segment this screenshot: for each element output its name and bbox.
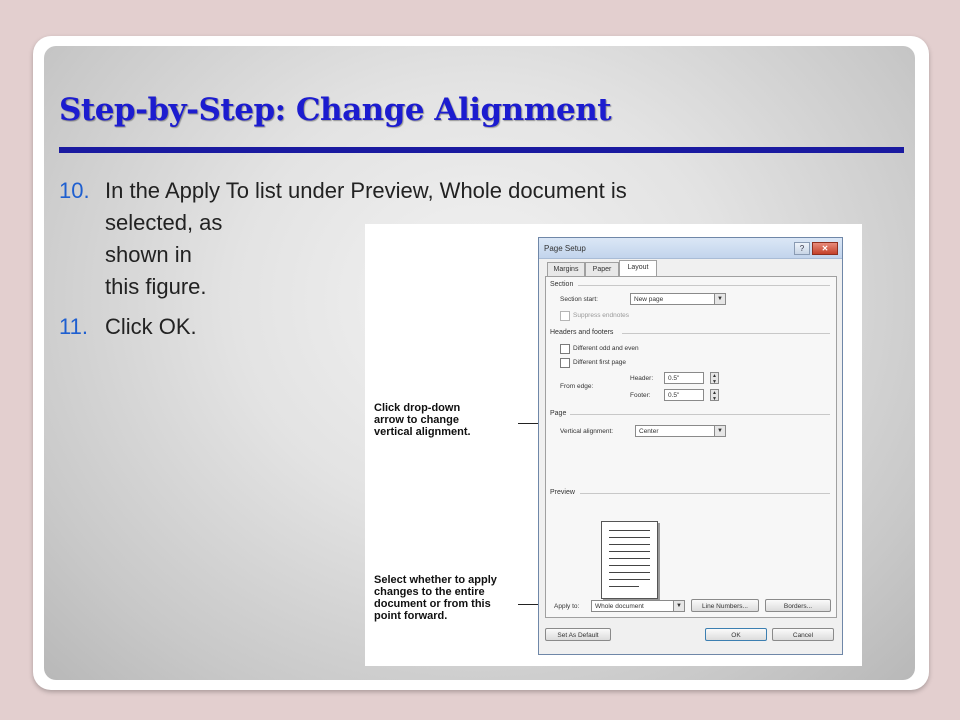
apply-to-value: Whole document bbox=[595, 603, 644, 610]
section-start-value: New page bbox=[634, 296, 664, 303]
help-button[interactable]: ? bbox=[794, 242, 810, 255]
line-numbers-button[interactable]: Line Numbers... bbox=[691, 599, 759, 612]
preview-text-line bbox=[609, 586, 639, 587]
callout-vertical-alignment-line-3: vertical alignment. bbox=[374, 426, 471, 438]
preview-text-line bbox=[609, 572, 650, 573]
layout-tab-panel bbox=[545, 276, 837, 618]
first-page-checkbox[interactable] bbox=[560, 358, 570, 368]
page-heading: Page bbox=[550, 410, 567, 417]
vertical-alignment-label: Vertical alignment: bbox=[560, 428, 614, 435]
apply-to-select[interactable] bbox=[591, 600, 685, 612]
chevron-down-icon[interactable]: ▼ bbox=[714, 294, 725, 304]
header-distance-input[interactable]: 0.5" bbox=[664, 372, 704, 384]
page-setup-figure bbox=[365, 224, 862, 666]
preview-text-line bbox=[609, 530, 650, 531]
preview-text-line bbox=[609, 551, 650, 552]
footer-distance-input[interactable]: 0.5" bbox=[664, 389, 704, 401]
group-divider bbox=[578, 285, 830, 286]
preview-heading: Preview bbox=[550, 489, 575, 496]
step-10-line-1: In the Apply To list under Preview, Whole document is bbox=[105, 178, 627, 203]
step-10-line-4: this figure. bbox=[105, 274, 207, 299]
vertical-alignment-value: Center bbox=[639, 428, 659, 435]
preview-text-line bbox=[609, 565, 650, 566]
headers-footers-heading: Headers and footers bbox=[550, 329, 614, 336]
group-divider bbox=[570, 414, 830, 415]
from-edge-label: From edge: bbox=[560, 383, 594, 390]
tab-layout[interactable]: Layout bbox=[619, 260, 657, 277]
preview-text-line bbox=[609, 558, 650, 559]
header-spin-button[interactable]: ▲ ▼ bbox=[710, 372, 719, 384]
ok-button[interactable]: OK bbox=[705, 628, 767, 641]
footer-spin-button[interactable]: ▲ ▼ bbox=[710, 389, 719, 401]
preview-text-line bbox=[609, 579, 650, 580]
section-start-label: Section start: bbox=[560, 296, 598, 303]
group-divider bbox=[580, 493, 830, 494]
suppress-endnotes-checkbox[interactable] bbox=[560, 311, 570, 321]
step-10-number: 10. bbox=[59, 178, 90, 203]
preview-text-line bbox=[609, 537, 650, 538]
callout-vertical-alignment-line-2: arrow to change bbox=[374, 414, 459, 426]
title-rule bbox=[59, 147, 904, 153]
suppress-endnotes-label: Suppress endnotes bbox=[573, 312, 630, 319]
callout-apply-to-line-1: Select whether to apply bbox=[374, 574, 497, 586]
callout-apply-to-line-3: document or from this bbox=[374, 598, 491, 610]
slide-title: Step-by-Step: Change Alignment bbox=[59, 92, 612, 128]
odd-even-label: Different odd and even bbox=[573, 345, 639, 352]
dialog-titlebar bbox=[539, 238, 842, 259]
set-as-default-button[interactable]: Set As Default bbox=[545, 628, 611, 641]
section-start-select[interactable] bbox=[630, 293, 726, 305]
callout-apply-to-line-4: point forward. bbox=[374, 610, 448, 622]
first-page-label: Different first page bbox=[573, 359, 626, 366]
borders-button[interactable]: Borders... bbox=[765, 599, 831, 612]
cancel-button[interactable]: Cancel bbox=[772, 628, 834, 641]
chevron-down-icon[interactable]: ▼ bbox=[714, 426, 725, 436]
group-divider bbox=[622, 333, 830, 334]
footer-label: Footer: bbox=[630, 392, 651, 399]
close-button[interactable]: ✕ bbox=[812, 242, 838, 255]
step-11-line-1: Click OK. bbox=[105, 314, 197, 339]
step-11-number: 11. bbox=[59, 314, 88, 339]
preview-page-thumbnail bbox=[601, 521, 658, 599]
odd-even-checkbox[interactable] bbox=[560, 344, 570, 354]
vertical-alignment-select[interactable] bbox=[635, 425, 726, 437]
slide bbox=[44, 46, 915, 680]
page-setup-dialog bbox=[538, 237, 843, 655]
callout-apply-to-line-2: changes to the entire bbox=[374, 586, 485, 598]
tab-margins[interactable]: Margins bbox=[547, 262, 585, 277]
step-10-line-2: selected, as bbox=[105, 210, 223, 235]
apply-to-label: Apply to: bbox=[554, 603, 580, 610]
preview-text-line bbox=[609, 544, 650, 545]
callout-vertical-alignment-line-1: Click drop-down bbox=[374, 402, 461, 414]
dialog-title: Page Setup bbox=[544, 244, 586, 253]
tab-paper[interactable]: Paper bbox=[585, 262, 619, 277]
chevron-down-icon[interactable]: ▼ bbox=[673, 601, 684, 611]
step-10-line-3: shown in bbox=[105, 242, 192, 267]
section-heading: Section bbox=[550, 281, 574, 288]
header-label: Header: bbox=[630, 375, 654, 382]
